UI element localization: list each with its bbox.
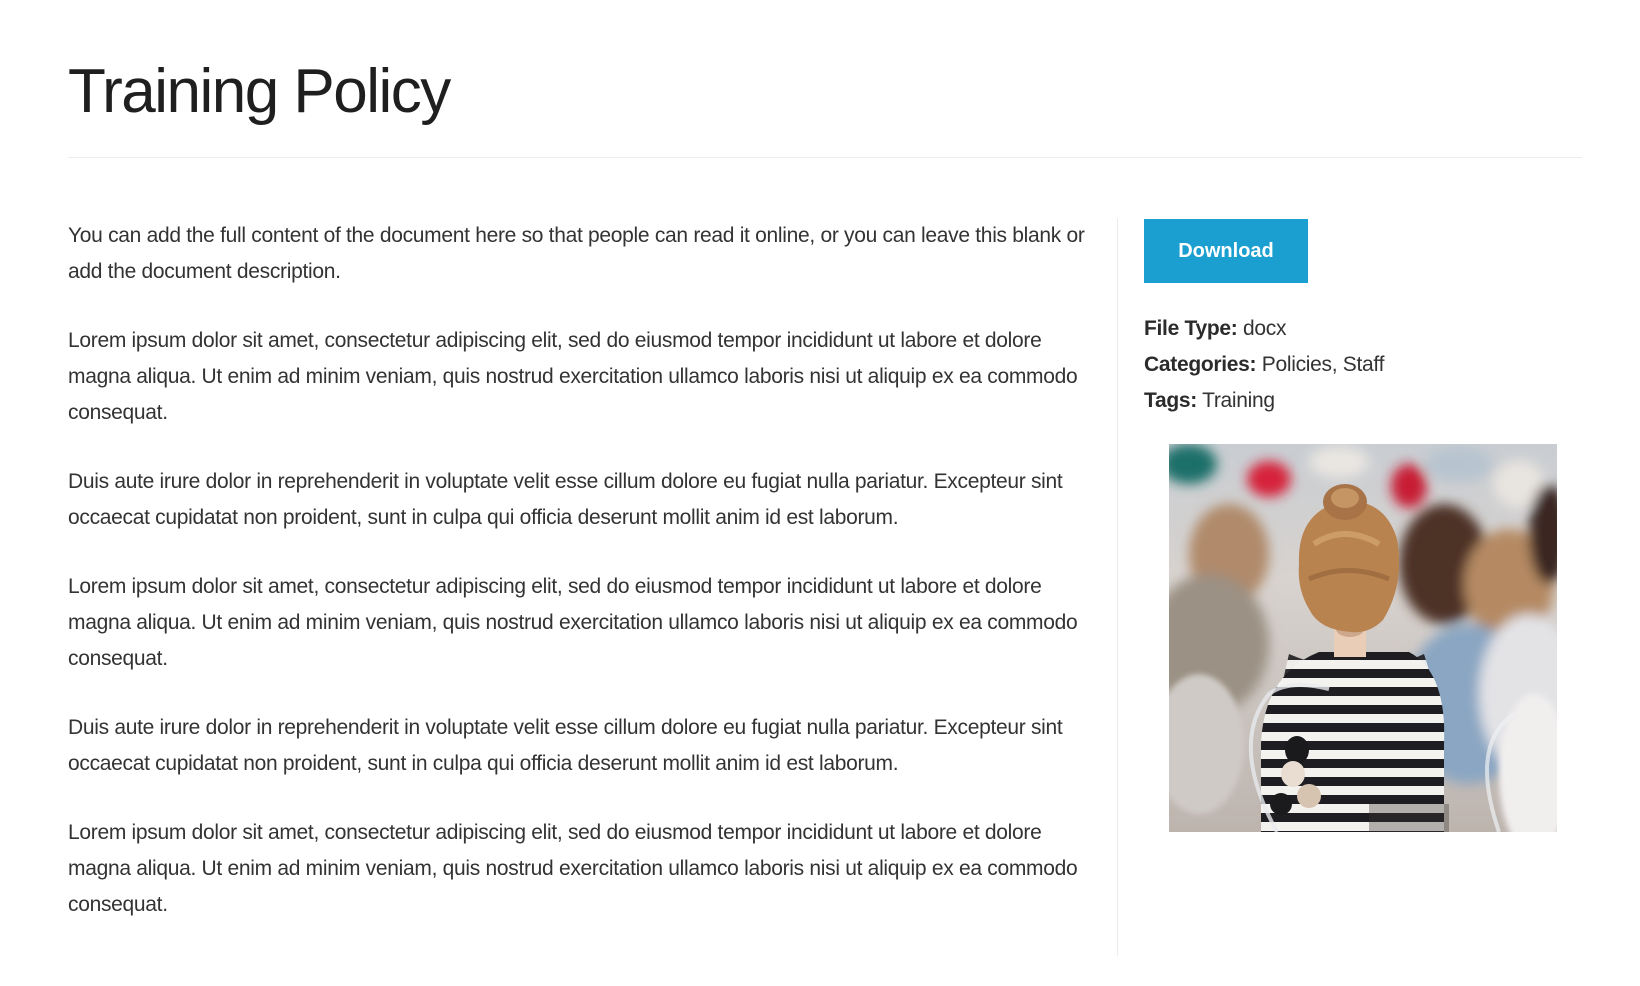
document-content	[68, 218, 1098, 956]
training-photo-illustration	[1169, 444, 1557, 832]
document-meta	[1144, 311, 1564, 419]
training-photo	[1169, 444, 1557, 832]
tags-row	[1144, 383, 1564, 419]
content-paragraph: Duis aute irure dolor in reprehenderit in voluptate velit esse cillum dolore eu fugiat nulla pariatur. Excepteur sint occaecat cupidatat non proident, sunt in culpa qui officia deserunt mollit anim id est laborum.	[68, 470, 1063, 529]
content-paragraph: Lorem ipsum dolor sit amet, consectetur adipiscing elit, sed do eiusmod tempor incididunt ut labore et dolore magna aliqua. Ut enim ad minim veniam, quis nostrud exercitation ullamco laboris nisi ut aliquip ex ea commodo consequat.	[68, 821, 1078, 916]
tags-label: Tags:	[1144, 389, 1197, 412]
document-sidebar	[1144, 219, 1564, 419]
title-divider	[68, 157, 1582, 158]
categories-label: Categories:	[1144, 353, 1257, 376]
content-paragraph: Duis aute irure dolor in reprehenderit in voluptate velit esse cillum dolore eu fugiat nulla pariatur. Excepteur sint occaecat cupidatat non proident, sunt in culpa qui officia deserunt mollit anim id est laborum.	[68, 716, 1063, 775]
categories-row	[1144, 347, 1564, 383]
categories-value: Policies, Staff	[1261, 353, 1385, 376]
download-button[interactable]: Download	[1144, 219, 1308, 283]
tags-value: Training	[1202, 389, 1275, 412]
file-type-row	[1144, 311, 1564, 347]
content-paragraph: Lorem ipsum dolor sit amet, consectetur adipiscing elit, sed do eiusmod tempor incididunt ut labore et dolore magna aliqua. Ut enim ad minim veniam, quis nostrud exercitation ullamco laboris nisi ut aliquip ex ea commodo consequat.	[68, 329, 1078, 424]
content-paragraph: Lorem ipsum dolor sit amet, consectetur adipiscing elit, sed do eiusmod tempor incididunt ut labore et dolore magna aliqua. Ut enim ad minim veniam, quis nostrud exercitation ullamco laboris nisi ut aliquip ex ea commodo consequat.	[68, 575, 1078, 670]
page-title: Training Policy	[68, 57, 450, 126]
file-type-value: docx	[1243, 317, 1287, 340]
file-type-label: File Type:	[1144, 317, 1238, 340]
column-divider	[1117, 218, 1118, 956]
content-paragraph: You can add the full content of the document here so that people can read it online, or you can leave this blank or add the document description.	[68, 224, 1085, 283]
